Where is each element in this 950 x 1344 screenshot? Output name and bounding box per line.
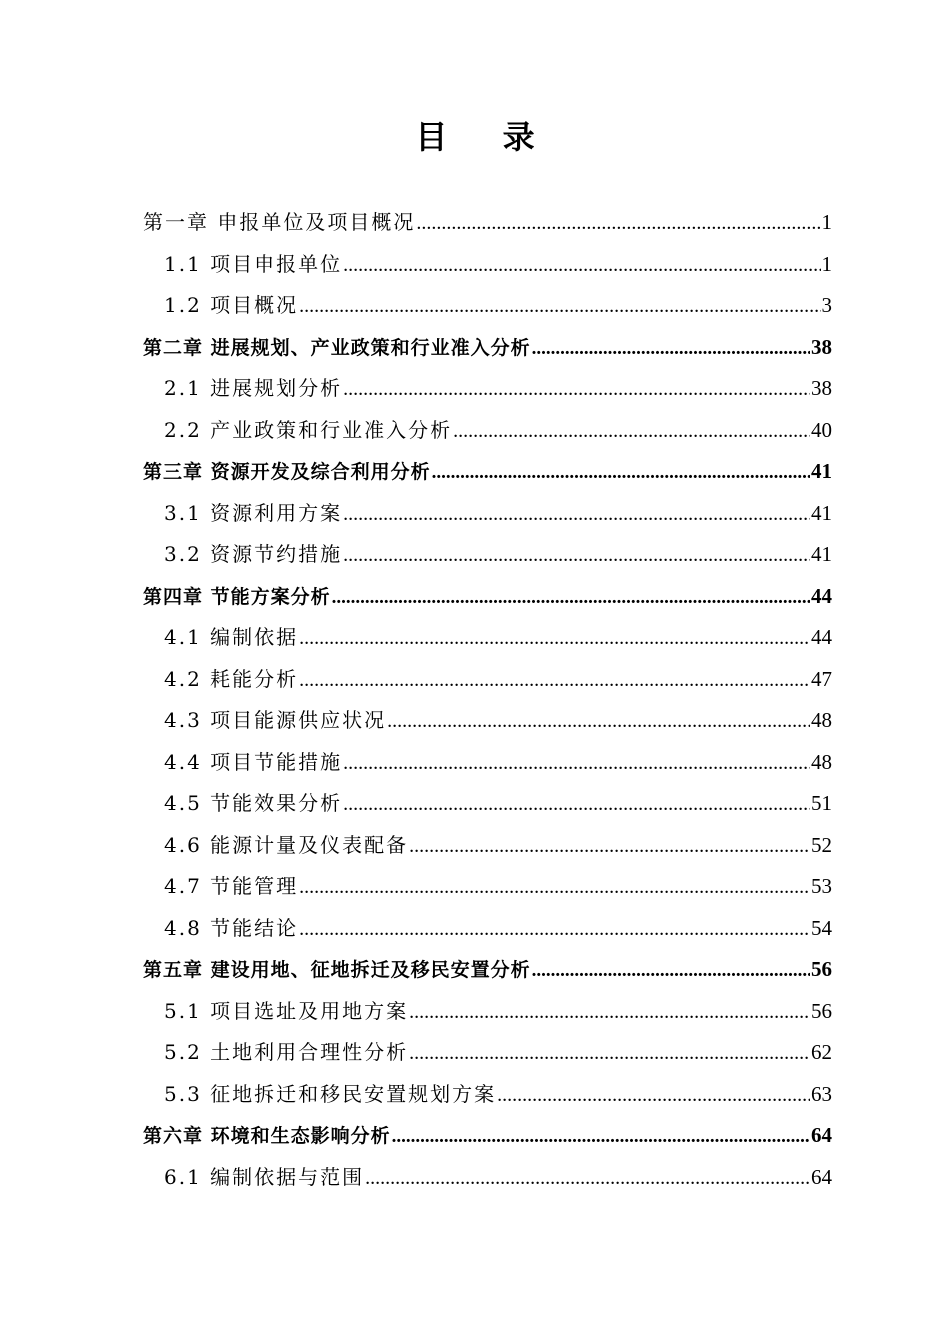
toc-entry-page: 62 [811, 1040, 832, 1064]
toc-entry-label: 第一章 申报单位及项目概况 [143, 210, 416, 234]
toc-entry-page: 63 [811, 1081, 832, 1106]
toc-entry-label: 3.1 资源利用方案 [164, 500, 343, 525]
toc-entry-chapter-5[interactable] [143, 949, 832, 991]
toc-entry-page: 48 [811, 749, 832, 774]
toc-entry-label: 第四章 节能方案分析 [143, 585, 331, 608]
toc-entry-page: 3 [821, 293, 832, 317]
toc-entry-label: 4.6 能源计量及仪表配备 [164, 832, 409, 857]
toc-entry-section[interactable] [143, 1074, 832, 1116]
toc-leader-dots [299, 660, 810, 702]
toc-leader-dots [343, 784, 810, 826]
toc-entry-page: 48 [811, 708, 832, 732]
toc-leader-dots [343, 535, 810, 577]
toc-list [143, 202, 832, 1198]
toc-entry-page: 44 [811, 625, 832, 649]
toc-entry-page: 44 [811, 583, 832, 608]
toc-entry-label: 4.3 项目能源供应状况 [164, 708, 387, 732]
toc-leader-dots [532, 328, 810, 370]
toc-entry-page: 38 [811, 376, 832, 400]
toc-entry-section[interactable] [143, 783, 832, 825]
toc-entry-label: 第六章 环境和生态影响分析 [143, 1125, 391, 1147]
toc-entry-section[interactable] [143, 866, 832, 908]
toc-entry-label: 第五章 建设用地、征地拆迁及移民安置分析 [143, 959, 531, 981]
toc-leader-dots [299, 618, 810, 660]
toc-entry-section[interactable] [143, 742, 832, 784]
toc-entry-page: 54 [811, 915, 832, 940]
toc-entry-label: 1.1 项目申报单位 [164, 251, 343, 276]
toc-entry-page: 38 [811, 334, 832, 359]
toc-leader-dots [299, 909, 810, 951]
toc-leader-dots [409, 826, 810, 868]
toc-leader-dots [409, 1033, 810, 1075]
toc-title: 目 录 [415, 118, 557, 156]
toc-leader-dots [343, 494, 810, 536]
toc-entry-section[interactable] [143, 285, 832, 327]
toc-entry-section[interactable] [143, 700, 832, 742]
toc-entry-label: 5.3 征地拆迁和移民安置规划方案 [164, 1081, 497, 1106]
toc-entry-chapter-2[interactable] [143, 327, 832, 369]
toc-entry-page: 64 [811, 1123, 832, 1147]
toc-entry-page: 51 [811, 791, 832, 815]
toc-leader-dots [343, 743, 810, 785]
toc-leader-dots [343, 245, 820, 287]
toc-leader-dots [432, 452, 810, 494]
toc-leader-dots [299, 286, 820, 328]
toc-entry-section[interactable] [143, 825, 832, 867]
toc-entry-section[interactable] [143, 534, 832, 576]
toc-entry-section[interactable] [143, 410, 832, 452]
toc-entry-page: 56 [811, 957, 832, 981]
toc-leader-dots [532, 950, 810, 992]
toc-entry-page: 41 [811, 459, 832, 483]
toc-entry-label: 第三章 资源开发及综合利用分析 [143, 461, 431, 483]
toc-entry-label: 4.4 项目节能措施 [164, 749, 343, 774]
toc-leader-dots [497, 1075, 810, 1117]
toc-entry-label: 4.2 耗能分析 [164, 666, 299, 691]
toc-entry-chapter-3[interactable] [143, 451, 832, 493]
toc-leader-dots [387, 701, 810, 743]
toc-entry-page: 47 [811, 666, 832, 691]
toc-entry-section[interactable] [143, 368, 832, 410]
toc-leader-dots [332, 577, 810, 619]
toc-entry-section[interactable] [143, 244, 832, 286]
toc-entry-label: 6.1 编制依据与范围 [164, 1164, 365, 1189]
toc-leader-dots [453, 411, 810, 453]
toc-leader-dots [409, 992, 810, 1034]
toc-entry-section[interactable] [143, 659, 832, 701]
toc-entry-page: 1 [821, 251, 832, 276]
toc-entry-label: 5.1 项目选址及用地方案 [164, 998, 409, 1023]
toc-leader-dots [343, 369, 810, 411]
toc-leader-dots [365, 1158, 810, 1200]
toc-entry-label: 第二章 进展规划、产业政策和行业准入分析 [143, 336, 531, 359]
toc-entry-label: 4.7 节能管理 [164, 874, 299, 898]
toc-entry-label: 3.2 资源节约措施 [164, 542, 343, 566]
toc-entry-page: 53 [811, 874, 832, 898]
toc-entry-label: 1.2 项目概况 [164, 293, 299, 317]
toc-entry-section[interactable] [143, 493, 832, 535]
toc-entry-label: 5.2 土地利用合理性分析 [164, 1040, 409, 1064]
toc-entry-section[interactable] [143, 1032, 832, 1074]
toc-entry-section[interactable] [143, 908, 832, 950]
toc-entry-chapter-4[interactable] [143, 576, 832, 618]
toc-entry-page: 56 [811, 998, 832, 1023]
toc-entry-label: 4.1 编制依据 [164, 625, 299, 649]
toc-leader-dots [416, 203, 820, 245]
toc-leader-dots [299, 867, 810, 909]
toc-entry-page: 40 [811, 417, 832, 442]
toc-entry-page: 64 [811, 1164, 832, 1189]
toc-entry-chapter-1[interactable] [143, 202, 832, 244]
toc-entry-section[interactable] [143, 617, 832, 659]
toc-entry-label: 4.8 节能结论 [164, 915, 299, 940]
toc-entry-page: 41 [811, 542, 832, 566]
toc-entry-section[interactable] [143, 1157, 832, 1199]
toc-entry-page: 1 [821, 210, 832, 234]
toc-entry-label: 4.5 节能效果分析 [164, 791, 343, 815]
toc-entry-label: 2.2 产业政策和行业准入分析 [164, 417, 453, 442]
toc-entry-chapter-6[interactable] [143, 1115, 832, 1157]
toc-entry-page: 52 [811, 832, 832, 857]
toc-leader-dots [392, 1116, 810, 1158]
toc-entry-page: 41 [811, 500, 832, 525]
toc-entry-label: 2.1 进展规划分析 [164, 376, 343, 400]
toc-entry-section[interactable] [143, 991, 832, 1033]
